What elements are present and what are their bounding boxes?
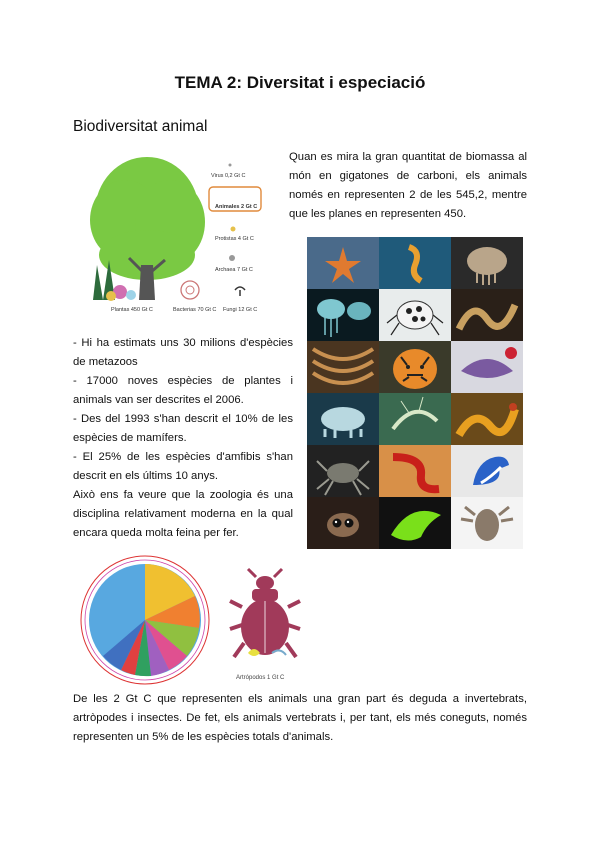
beetle-icon xyxy=(228,567,303,685)
label-protists: Protistas 4 Gt C xyxy=(215,236,254,242)
label-bacteria: Bacterias 70 Gt C xyxy=(173,307,217,313)
fact-item-1: - Hi ha estimats uns 30 milions d'espècies de metazoos xyxy=(73,337,293,368)
species-pie-illustration xyxy=(73,550,213,685)
label-archaea: Archaea 7 Gt C xyxy=(215,267,253,273)
photo-snake xyxy=(451,393,523,445)
photo-cuttlefish xyxy=(451,237,523,289)
conclusion-text: Això ens fa veure que la zoologia és una disciplina relativament moderna en la qual encara queda molta feina per fer. xyxy=(73,489,293,539)
photo-seahorse xyxy=(379,237,451,289)
label-animals: Animales 2 Gt C xyxy=(215,204,258,210)
fact-item-3: - Des del 1993 s'han descrit el 10% de les espècies de mamífers. xyxy=(73,413,293,444)
label-plants: Plantas 450 Gt C xyxy=(111,307,153,313)
photo-coral xyxy=(307,341,379,393)
arthropod-beetle-figure xyxy=(228,567,303,685)
fact-item-4: - El 25% de les espècies d'amfibis s'han descrit en els últims 10 anys. xyxy=(73,451,293,482)
intro-paragraph: Quan es mira la gran quantitat de biomassa al món en gigatones de carboni, els animals només en representen 2 de les 545,2, mentre que les planes en representen 450. xyxy=(289,151,527,220)
label-viruses: Virus 0,2 Gt C xyxy=(211,173,246,179)
photo-axolotl xyxy=(451,497,523,549)
biomass-tree-illustration xyxy=(85,150,270,315)
section-heading: Biodiversitat animal xyxy=(73,118,208,135)
photo-jellyfish xyxy=(307,289,379,341)
photo-spotted-beetle xyxy=(379,289,451,341)
photo-shrimp-larva xyxy=(379,393,451,445)
facts-list xyxy=(73,334,293,543)
photo-tardigrade xyxy=(307,393,379,445)
photo-worm xyxy=(451,289,523,341)
photo-starfish xyxy=(307,237,379,289)
photo-green-flatworm xyxy=(379,497,451,549)
animal-photo-grid xyxy=(307,237,523,549)
photo-red-worm xyxy=(379,445,451,497)
beetle-label: Artrópodos 1 Gt C xyxy=(236,675,285,681)
photo-crab xyxy=(307,445,379,497)
biomass-tree-figure xyxy=(85,150,270,315)
fact-item-2: - 17000 noves espècies de plantes i animals van ser descrites el 2006. xyxy=(73,375,293,406)
closing-paragraph: De les 2 Gt C que representen els animals una gran part és deguda a invertebrats, artròpodes i insectes. De fet, els animals vertebrats i, per tant, els més coneguts, només representen un 5% de les espècies totals d'animals. xyxy=(73,693,527,743)
photo-nudibranch xyxy=(451,341,523,393)
photo-blue-jay xyxy=(451,445,523,497)
photo-spider xyxy=(307,497,379,549)
photo-tiger xyxy=(379,341,451,393)
page-title: TEMA 2: Diversitat i especiació xyxy=(174,73,426,92)
label-fungi: Fungi 12 Gt C xyxy=(223,307,258,313)
